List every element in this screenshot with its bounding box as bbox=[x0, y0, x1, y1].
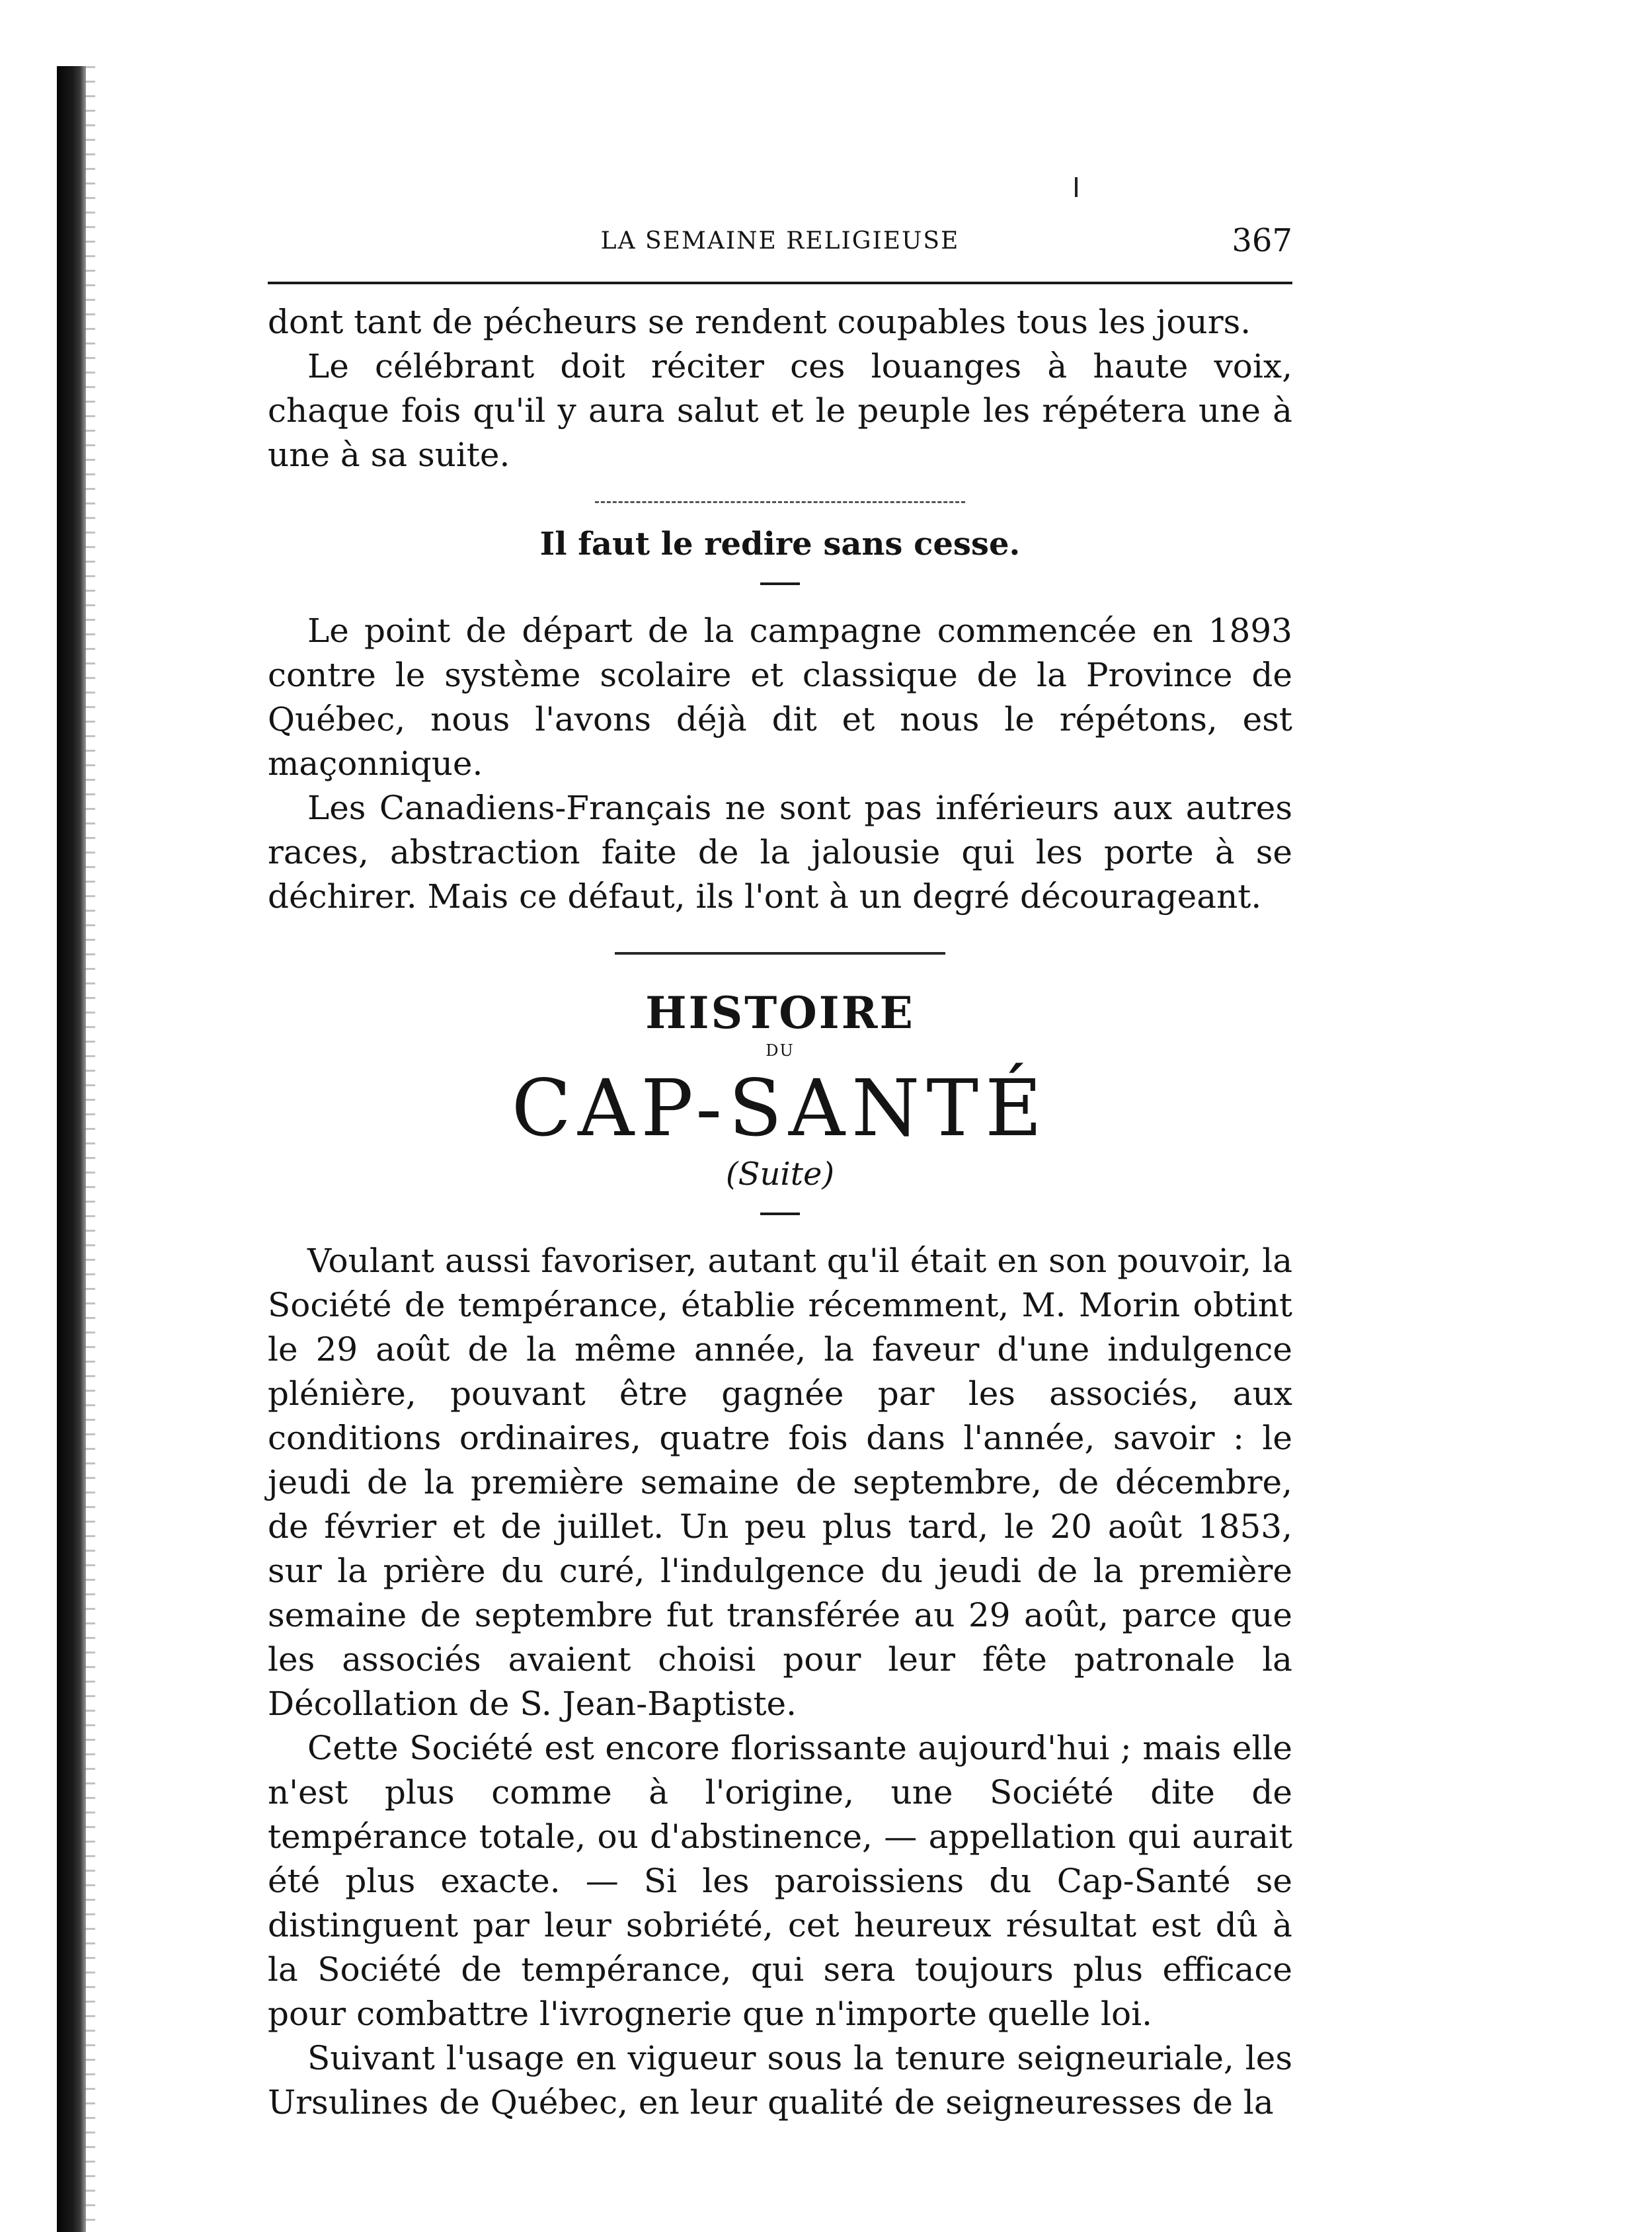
article-paragraph: Voulant aussi favoriser, autant qu'il était en son pouvoir, la Société de tempérance, établie récemment, M. Morin obtint le 29 août de la même année, la faveur d'une indulgence plénière, pouvant être gagnée par les associés, aux conditions ordinaires, quatre fois dans l'année, savoir : le jeudi de la première semaine de septembre, de décembre, de février et de juillet. Un peu plus tard, le 20 août 1853, sur la prière du curé, l'indulgence du jeudi de la première semaine de septembre fut transférée au 29 août, parce que les associés avaient choisi pour leur fête patronale la Décollation de S. Jean-Baptiste. bbox=[268, 1242, 1292, 1723]
article-paragraph: Cette Société est encore florissante aujourd'hui ; mais elle n'est plus comme à l'origine, une Société dite de tempérance totale, ou d'abstinence, — appellation qui aurait été plus exacte. — Si les paroissiens du Cap-Santé se distinguent par leur sobriété, cet heureux résultat est dû à la Société de tempérance, qui sera toujours plus efficace pour combattre l'ivrognerie que n'importe quelle loi. bbox=[268, 1729, 1292, 2033]
section-divider bbox=[595, 501, 965, 503]
article-divider bbox=[615, 952, 945, 955]
scan-binding-edge bbox=[57, 66, 86, 2232]
article-title-histoire: HISTOIRE bbox=[645, 987, 915, 1039]
running-title: LA SEMAINE RELIGIEUSE bbox=[600, 227, 960, 255]
article-subtitle: (Suite) bbox=[725, 1156, 835, 1193]
article-title-du: DU bbox=[766, 1041, 795, 1060]
running-header bbox=[268, 218, 1292, 284]
section-heading: Il faut le redire sans cesse. bbox=[539, 526, 1021, 563]
section-paragraph: Le point de départ de la campagne commencée en 1893 contre le système scolaire et classique de la Province de Québec, nous l'avons déjà dit et nous le répétons, est maçonnique. bbox=[268, 612, 1292, 783]
title-dash bbox=[760, 1213, 800, 1215]
section-paragraph: Les Canadiens-Français ne sont pas inférieurs aux autres races, abstraction faite de la jalousie qui les porte à se déchirer. Mais ce défaut, ils l'ont à un degré décourageant. bbox=[268, 789, 1292, 916]
article-title-cap-sante: CAP-SANTÉ bbox=[511, 1062, 1049, 1154]
heading-dash bbox=[760, 582, 800, 585]
scan-edge-texture bbox=[85, 66, 95, 2232]
page bbox=[268, 218, 1292, 2125]
page-number: 367 bbox=[1232, 222, 1292, 259]
intro-paragraph: Le célébrant doit réciter ces louanges à haute voix, chaque fois qu'il y aura salut et le peuple les répétera une à une à sa suite. bbox=[268, 347, 1292, 474]
stray-ink-mark bbox=[1075, 177, 1078, 197]
intro-paragraph-continued: dont tant de pécheurs se rendent coupables tous les jours. bbox=[268, 303, 1251, 341]
article-paragraph: Suivant l'usage en vigueur sous la tenure seigneuriale, les Ursulines de Québec, en leur qualité de seigneuresses de la bbox=[268, 2039, 1292, 2122]
